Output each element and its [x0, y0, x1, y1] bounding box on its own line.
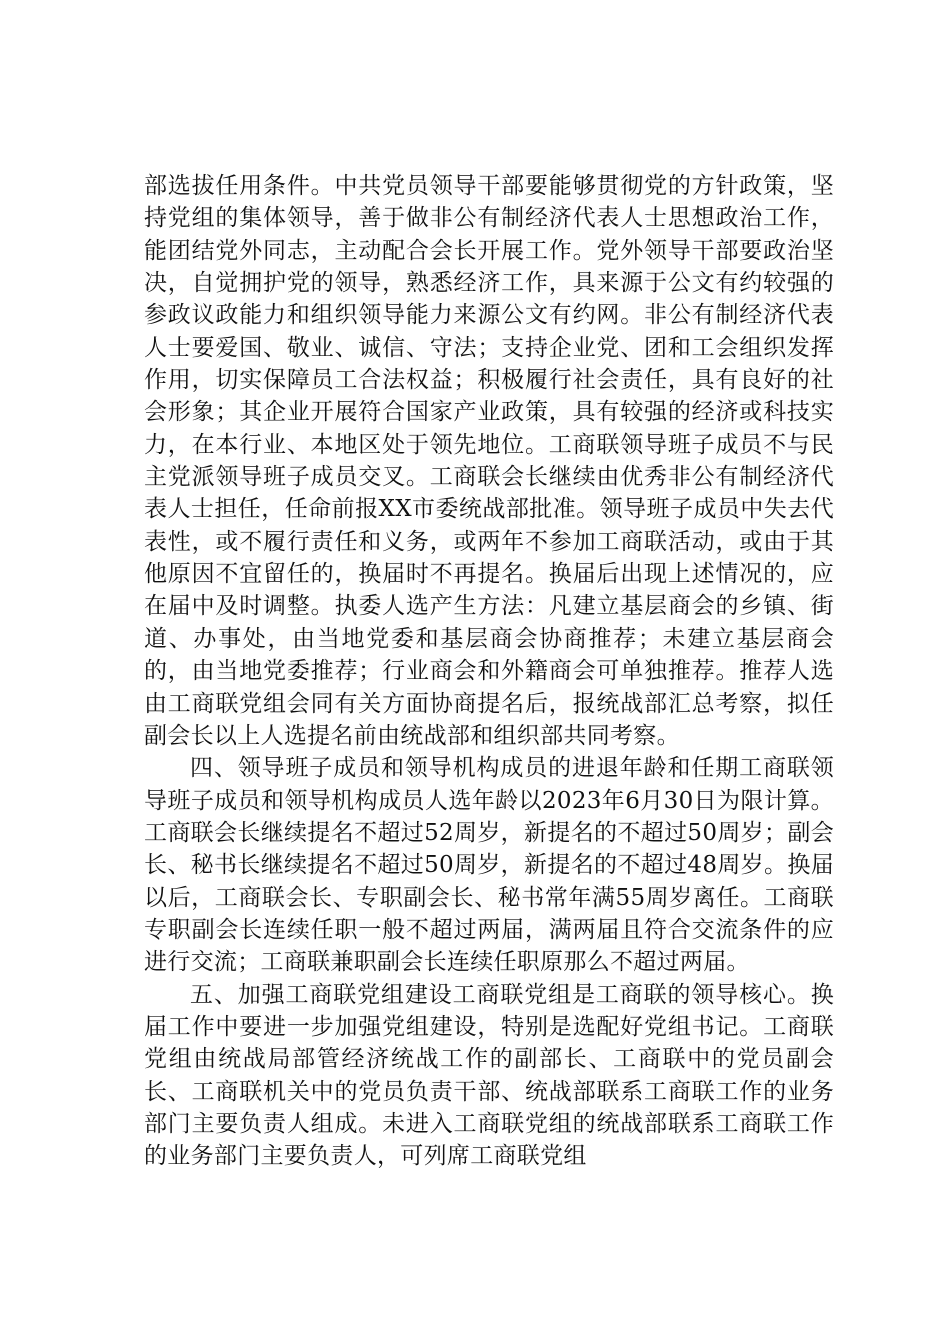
paragraph-3: 五、加强工商联党组建设工商联党组是工商联的领导核心。换届工作中要进一步加强党组建设，特别是选配好党组书记。工商联党组由统战局部管经济统战工作的副部长、工商联中的党员副会长、工商联机关中的党员负责干部、统战部联系工商联工作的业务部门主要负责人组成。未进入工商联党组的统战部联系工商联工作的业务部门主要负责人，可列席工商联党组 — [144, 981, 834, 1170]
paragraph-1: 部选拔任用条件。中共党员领导干部要能够贯彻党的方针政策，坚持党组的集体领导，善于做非公有制经济代表人士思想政治工作，能团结党外同志，主动配合会长开展工作。党外领导干部要政治坚决，自觉拥护党的领导，熟悉经济工作，具来源于公文有约较强的参政议政能力和组织领导能力来源公文有约网。非公有制经济代表人士要爱国、敬业、诚信、守法；支持企业党、团和工会组织发挥作用，切实保障员工合法权益；积极履行社会责任，具有良好的社会形象；其企业开展符合国家产业政策，具有较强的经济或科技实力，在本行业、本地区处于领先地位。工商联领导班子成员不与民主党派领导班子成员交叉。工商联会长继续由优秀非公有制经济代表人士担任，任命前报XX市委统战部批准。领导班子成员中失去代表性，或不履行责任和义务，或两年不参加工商联活动，或由于其他原因不宜留任的，换届时不再提名。换届后出现上述情况的，应在届中及时调整。执委人选产生方法：凡建立基层商会的乡镇、街道、办事处，由当地党委和基层商会协商推荐；未建立基层商会的，由当地党委推荐；行业商会和外籍商会可单独推荐。推荐人选由工商联党组会同有关方面协商提名后，报统战部汇总考察，拟任副会长以上人选提名前由统战部和组织部共同考察。 — [144, 173, 834, 749]
paragraph-2: 四、领导班子成员和领导机构成员的进退年龄和任期工商联领导班子成员和领导机构成员人选年龄以2023年6月30日为限计算。工商联会长继续提名不超过52周岁，新提名的不超过50周岁；副会长、秘书长继续提名不超过50周岁，新提名的不超过48周岁。换届以后，工商联会长、专职副会长、秘书常年满55周岁离任。工商联专职副会长连续任职一般不超过两届，满两届且符合交流条件的应进行交流；工商联兼职副会长连续任职原那么不超过两届。 — [144, 755, 834, 976]
document-body — [144, 170, 834, 1173]
